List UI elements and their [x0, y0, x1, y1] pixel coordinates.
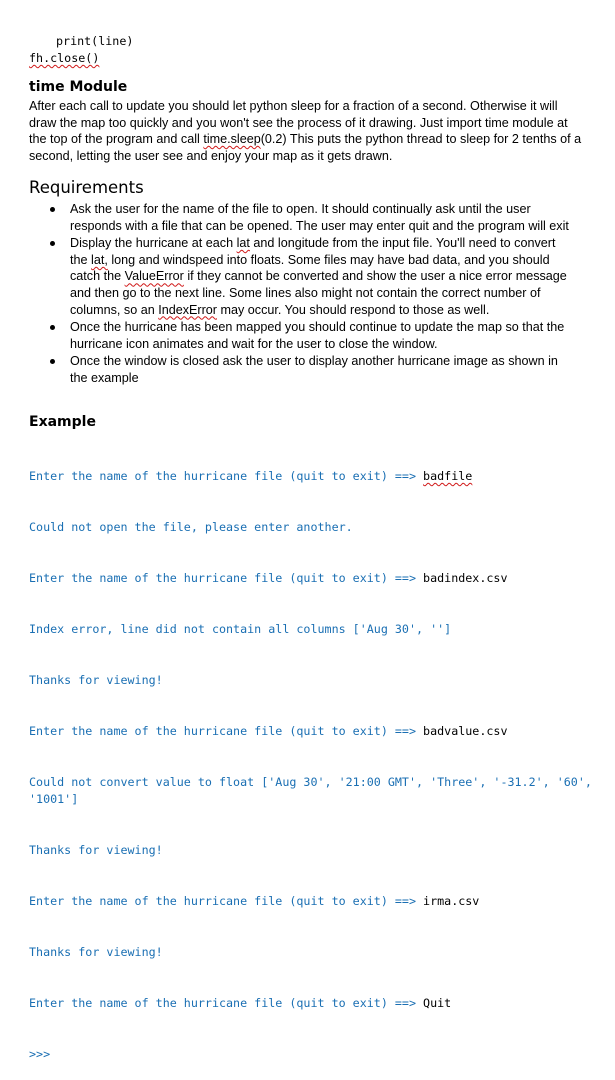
- list-item: Ask the user for the name of the file to open. It should continually ask until the user responds with a file that can be opened. The user may enter quit and the program will exit: [50, 201, 575, 234]
- time-module-heading: time Module: [29, 79, 128, 95]
- console-line: Enter the name of the hurricane file (quit to exit) ==> badindex.csv: [29, 571, 508, 585]
- code-line-print: print(line): [56, 34, 134, 48]
- time-sleep-code: time.sleep: [203, 132, 261, 147]
- bullet-icon: [50, 325, 55, 330]
- list-item: Once the window is closed ask the user to display another hurricane image as shown in the example: [50, 353, 575, 386]
- list-item: Display the hurricane at each lat and longitude from the input file. You'll need to convert the lat, long and windspeed into floats. Some files may have bad data, and you should catch the ValueError if they cannot be converted and show the user a nice error message and then go to the next line. Some lines also might not contain the correct number of columns, so an IndexError may occur. You should respond to those as well.: [50, 235, 575, 318]
- console-line: Index error, line did not contain all columns ['Aug 30', '']: [29, 622, 452, 636]
- code-line-close: fh.close(): [29, 51, 100, 65]
- console-line: Thanks for viewing!: [29, 673, 163, 687]
- console-line: Could not open the file, please enter another.: [29, 520, 353, 534]
- shell-prompt[interactable]: >>>: [29, 1047, 51, 1061]
- code-snippet: [29, 33, 133, 67]
- requirements-heading: Requirements: [29, 178, 144, 197]
- console-line: Could not convert value to float ['Aug 30', '21:00 GMT', 'Three', '-31.2', '60', '1001']: [29, 775, 599, 806]
- console-line: Thanks for viewing!: [29, 843, 163, 857]
- console-line: Enter the name of the hurricane file (quit to exit) ==> badfile: [29, 469, 473, 483]
- example-console: [29, 434, 609, 1080]
- bullet-icon: [50, 241, 55, 246]
- list-item: Once the hurricane has been mapped you should continue to update the map so that the hurricane icon animates and wait for the user to close the window.: [50, 319, 575, 352]
- console-line: Enter the name of the hurricane file (quit to exit) ==> badvalue.csv: [29, 724, 508, 738]
- console-line: Thanks for viewing!: [29, 945, 163, 959]
- bullet-icon: [50, 207, 55, 212]
- example-heading: Example: [29, 414, 96, 430]
- requirements-list: [50, 201, 575, 388]
- console-line: Enter the name of the hurricane file (quit to exit) ==> Quit: [29, 996, 452, 1010]
- console-line: Enter the name of the hurricane file (quit to exit) ==> irma.csv: [29, 894, 480, 908]
- bullet-icon: [50, 359, 55, 364]
- time-module-paragraph: After each call to update you should let python sleep for a fraction of a second. Otherwise it will draw the map too quickly and you won't see the process of it drawing. Just import time module at the top of the program and call time.sleep(0.2) This puts the python thread to sleep for 2 tenths of a second, letting the user see and enjoy your map as it gets drawn.: [29, 99, 582, 163]
